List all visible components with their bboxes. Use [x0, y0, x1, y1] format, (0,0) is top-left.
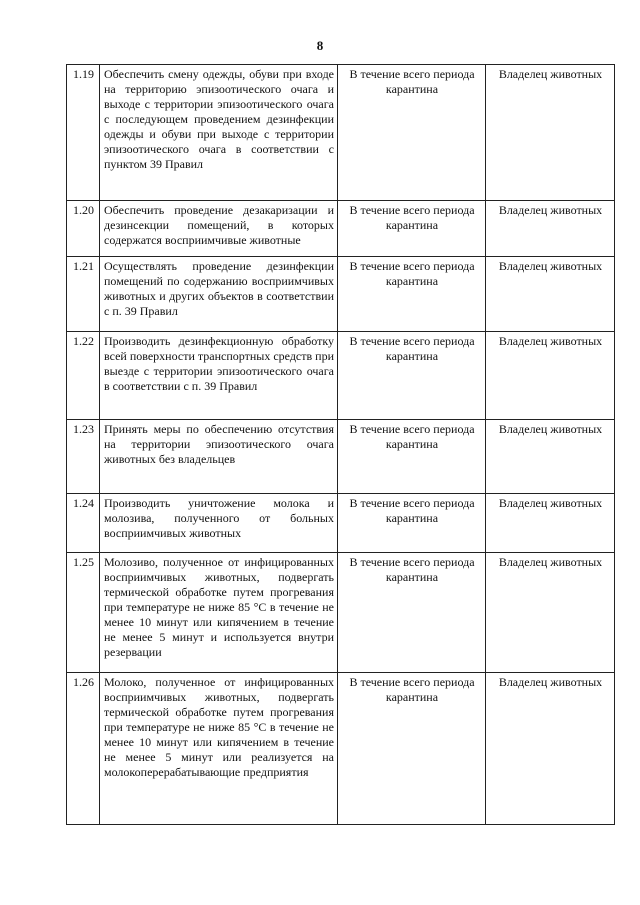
row-number: 1.26	[67, 673, 100, 825]
table-row	[67, 257, 615, 332]
term-text: В течение всего периода карантина	[338, 332, 486, 420]
responsible-text: Владелец животных	[486, 201, 615, 257]
action-text: Молоко, полученное от инфицированных восприимчивых животных, подвергать термической обработке путем прогревания при температуре не ниже 85 °С в течение не менее 10 минут или кипячением в течение не менее 5 минут или реализуется на молокоперерабатывающие предприятия	[100, 673, 338, 825]
table-row	[67, 494, 615, 553]
responsible-text: Владелец животных	[486, 257, 615, 332]
table-row	[67, 420, 615, 494]
row-number: 1.24	[67, 494, 100, 553]
term-text: В течение всего периода карантина	[338, 553, 486, 673]
term-text: В течение всего периода карантина	[338, 494, 486, 553]
row-number: 1.21	[67, 257, 100, 332]
responsible-text: Владелец животных	[486, 494, 615, 553]
responsible-text: Владелец животных	[486, 553, 615, 673]
responsible-text: Владелец животных	[486, 673, 615, 825]
action-text: Производить уничтожение молока и молозива, полученного от больных восприимчивых животных	[100, 494, 338, 553]
responsible-text: Владелец животных	[486, 332, 615, 420]
measures-table	[66, 64, 615, 825]
table-row	[67, 65, 615, 201]
term-text: В течение всего периода карантина	[338, 201, 486, 257]
action-text: Молозиво, полученное от инфицированных восприимчивых животных, подвергать термической обработке путем прогревания при температуре не ниже 85 °С в течение не менее 10 минут или кипячением в течение не менее 5 минут и используется внутри резервации	[100, 553, 338, 673]
row-number: 1.22	[67, 332, 100, 420]
action-text: Принять меры по обеспечению отсутствия на территории эпизоотического очага животных без владельцев	[100, 420, 338, 494]
table-row	[67, 673, 615, 825]
table-row	[67, 553, 615, 673]
responsible-text: Владелец животных	[486, 420, 615, 494]
term-text: В течение всего периода карантина	[338, 257, 486, 332]
row-number: 1.19	[67, 65, 100, 201]
table-row	[67, 332, 615, 420]
row-number: 1.23	[67, 420, 100, 494]
page-number: 8	[316, 38, 324, 53]
term-text: В течение всего периода карантина	[338, 673, 486, 825]
term-text: В течение всего периода карантина	[338, 65, 486, 201]
action-text: Производить дезинфекционную обработку всей поверхности транспортных средств при выезде с территории эпизоотического очага в соответствии с п. 39 Правил	[100, 332, 338, 420]
table-row	[67, 201, 615, 257]
action-text: Обеспечить проведение дезакаризации и дезинсекции помещений, в которых содержатся восприимчивые животные	[100, 201, 338, 257]
responsible-text: Владелец животных	[486, 65, 615, 201]
term-text: В течение всего периода карантина	[338, 420, 486, 494]
row-number: 1.25	[67, 553, 100, 673]
action-text: Обеспечить смену одежды, обуви при входе на территорию эпизоотического очага и выходе с территории эпизоотического очага с последующем проведением дезинфекции одежды и обуви при выходе с территории эпизоотического очага в соответствии с пунктом 39 Правил	[100, 65, 338, 201]
action-text: Осуществлять проведение дезинфекции помещений по содержанию восприимчивых животных и других объектов в соответствии с п. 39 Правил	[100, 257, 338, 332]
row-number: 1.20	[67, 201, 100, 257]
